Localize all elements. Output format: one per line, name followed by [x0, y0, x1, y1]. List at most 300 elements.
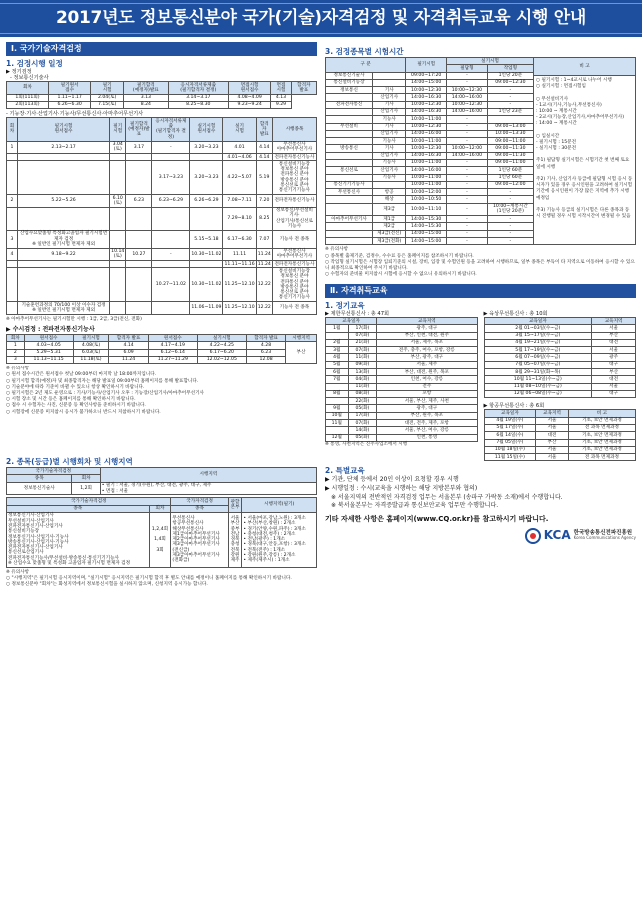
table-row	[7, 161, 317, 195]
edu2-cell: 6월 07~09일(수~금)	[484, 354, 592, 361]
eng-header: 회차	[7, 82, 49, 95]
time-cell: 09:00~12:00	[487, 181, 533, 188]
cert-cell: 11.24	[109, 356, 148, 363]
edu1-cell: 4월	[326, 354, 349, 361]
time-cell: 10:00~10:50	[406, 196, 447, 203]
gen-cell	[126, 302, 152, 315]
table-row	[326, 420, 478, 427]
time-cell: -	[447, 238, 488, 245]
table-row	[484, 446, 636, 453]
gen-cell: 무선통신사 아마추어무선기사	[272, 141, 316, 154]
time-cell: 10:00~11:00	[406, 159, 447, 166]
table-row	[326, 354, 478, 361]
cert-cell: 6.17~6.20	[197, 349, 246, 356]
edu2-cell: 8월 29~31일(화~목)	[484, 369, 592, 376]
time-header: 필기시험	[406, 58, 447, 73]
table-row	[326, 167, 534, 174]
gen-cell: 10.30~11.02	[190, 268, 223, 302]
table-row	[7, 207, 317, 230]
time-cell	[326, 159, 373, 166]
gen-cell	[152, 230, 190, 248]
time-cell: 정보통신기술사	[326, 72, 373, 79]
time-cell: 09:00~13:00	[487, 123, 533, 130]
right-column	[325, 37, 636, 588]
reg2-subheader: 회차	[149, 505, 171, 512]
time-cell: 무선통신사	[326, 189, 373, 196]
cert-header: 필기시험	[73, 335, 109, 342]
gen-header: 회차	[7, 118, 18, 141]
exam-time-note: ※ 유의사항 ○ 종목별 출제기준, 검정수, 수수료 등은 홈페이지를 참조하시기 바랍니다. ○ 작업형 실기시험은 시험장 입퇴기준의 시설, 장비, 입장 및 수험인원 등을 고려하여 시행하므로, 일부 종목은 부득이 타 지역으로 이동하여 응시할 수 있으니 최종적으로 확인하여 주시기 바랍니다. ○ 수험자의 준비물 미지참시 시험에 응시할 수 없으니 유의하시기 바랍니다.	[325, 247, 635, 278]
cert-cell: 11.13~11.15	[24, 356, 73, 363]
time-cell: -	[447, 181, 488, 188]
edu3-cell: 11월 15일(수)	[484, 454, 536, 461]
gen-cell: 6.23	[126, 195, 152, 208]
table-row	[326, 116, 534, 123]
edu1-cell: 8월	[326, 390, 349, 397]
time-cell	[326, 174, 373, 181]
special-edu-heading: 2. 특별교육	[325, 466, 365, 476]
edu1-cell: 10월	[326, 412, 349, 419]
edu2-cell: 11월 08~10일(수~금)	[484, 383, 592, 390]
time-cell	[326, 152, 373, 159]
gen-cell: 10.27	[126, 248, 152, 261]
edu1-cell: 11월	[326, 420, 349, 427]
table-row	[484, 332, 636, 339]
gen-cell	[110, 302, 126, 315]
gen-cell: 10.30~11.02	[190, 248, 223, 261]
time-cell: 10:00~12:30	[447, 87, 488, 94]
gen-header: 필기 시험	[110, 118, 126, 141]
gen-cell	[110, 154, 126, 161]
time-cell: -	[447, 230, 488, 237]
edu3-cell: 4월 19일(수)	[484, 417, 536, 424]
time-cell: 14:00~15:30	[406, 223, 447, 230]
edu3-cell: 기초, 보안 면제과정	[568, 446, 635, 453]
gen-cell	[110, 268, 126, 302]
gen-cell	[152, 261, 190, 268]
cert-cell: 6.09	[109, 349, 148, 356]
table-row	[7, 302, 317, 315]
table-row	[484, 383, 636, 390]
edu1-note: ※ 통영, 사천지역은 진주사업소에서 시행	[325, 441, 408, 447]
gen-cell: 기술훈련과정의 70/100 이상 이수자 검정 ※ 일반인 필기시험 면제자 제외	[17, 302, 109, 315]
edu1-cell	[326, 427, 349, 434]
cert-cell: 1	[7, 342, 25, 349]
time-cell	[326, 138, 373, 145]
edu3-cell: 기초, 보안 면제과정	[568, 439, 635, 446]
edu1-cell: 부산, 인천, 대전, 원주	[377, 332, 477, 339]
time-cell: 09:00~17:20	[406, 72, 447, 79]
table-row	[326, 361, 478, 368]
time-cell: -	[447, 123, 488, 130]
cert-cell: 2	[7, 349, 25, 356]
org-name: 한국방송통신전파진흥원	[573, 529, 633, 536]
cert-cell: 6.12~6.14	[148, 349, 197, 356]
edu2-cell: 3월 15~17일(수~금)	[484, 332, 592, 339]
org-name-en: Korea Communications Agency	[573, 535, 636, 541]
gen-cell: 산업수요맞춤형 특성화고졸업자 필기시험면제자 검정 ※ 일반인 필기시험 면제자 제외	[17, 230, 109, 248]
cert-header: 원서접수	[24, 335, 73, 342]
time-cell: 통신선로	[326, 167, 373, 174]
reg1-subheader: 회차	[72, 475, 100, 482]
cert-cell: 3	[7, 356, 25, 363]
gen-cell: 3	[7, 230, 18, 248]
gen-cell: 4.01	[223, 141, 256, 154]
edu3-cell: 5월 17일(수)	[484, 424, 536, 431]
time-cell	[487, 116, 533, 123]
reg2-hq: 서울 부산 중부 전남 경북 충청 전북 강원 제주	[228, 512, 242, 567]
time-cell: -	[487, 189, 533, 196]
eng-cell: 4.08~4.09	[229, 94, 271, 101]
gen-cell: 7.08~7.11	[223, 195, 256, 208]
gen-cell: 6.26~6.29	[190, 195, 223, 208]
time-cell: -	[487, 101, 533, 108]
time-cell: 10:00~12:00	[406, 189, 447, 196]
time-cell: 14:00~15:30	[406, 216, 447, 223]
gen-cell: 전파전자통신기능사	[272, 261, 316, 268]
time-cell: -	[487, 94, 533, 101]
time-cell: -	[447, 189, 488, 196]
table-row	[7, 268, 317, 302]
reg2-header: 관할 본부	[228, 498, 242, 513]
table-row	[326, 72, 534, 79]
edu1-cell: 인천, 통영	[377, 434, 477, 441]
edu1-label: ▶ 제한무선통신사 : 총 47회	[325, 310, 390, 317]
edu1-cell: 3월	[326, 347, 349, 354]
time-cell	[326, 203, 373, 216]
edu1-cell: 부산, 광주, 대구	[377, 354, 477, 361]
time-cell	[373, 72, 406, 79]
eng-cell: 8.24	[124, 101, 168, 108]
edu1-cell: 전주	[377, 383, 477, 390]
gen-cell: 11.06~11.09	[190, 302, 223, 315]
time-cell: 09:00~11:00	[487, 138, 533, 145]
edu3-cell: 전 과목 면제과정	[568, 454, 635, 461]
cert-schedule-table	[6, 334, 317, 364]
edu3-header: 교육일자	[484, 410, 536, 417]
regular-exam-label: ▶ 정기검정	[6, 68, 32, 75]
reg1-subheader: 종목	[7, 475, 72, 482]
cert-cell: 11.18(토)	[73, 356, 109, 363]
gen-cell: 전파전자통신기능사	[272, 154, 316, 161]
gen-cell: 6.23~6.29	[152, 195, 190, 208]
time-cell: -	[487, 230, 533, 237]
gen-cell: 기능사 전 종목	[272, 302, 316, 315]
time-cell: 1인당 20분	[487, 72, 533, 79]
table-row	[326, 339, 478, 346]
time-cell: 통신기기기능사	[326, 181, 373, 188]
engineer-schedule-table	[6, 81, 317, 109]
gen-cell: 8.25	[256, 207, 272, 230]
time-cell: 14:00~16:30	[406, 94, 447, 101]
edu1-cell: 서울, 부산, 여수, 강릉	[377, 427, 477, 434]
edu1-cell: 05(화)	[348, 434, 377, 441]
time-cell: 산업기사	[373, 130, 406, 137]
gen-cell: 전파전자통신기능사	[272, 195, 316, 208]
gen-cell	[126, 261, 152, 268]
reg2-subheader: 종목	[7, 505, 150, 512]
edu1-cell: 광주, 대구	[377, 325, 477, 332]
edu1-cell: 17(화)	[348, 325, 377, 332]
time-cell: 방송통신	[326, 145, 373, 152]
gen-cell	[152, 207, 190, 230]
table-row	[326, 189, 534, 196]
edu2-cell: 대전	[592, 376, 636, 383]
edu3-cell: 서울	[536, 424, 569, 431]
edu2-header: 교육지역	[592, 318, 636, 325]
gen-header: 시행종목	[272, 118, 316, 141]
gen-cell: 11.24	[257, 261, 271, 267]
eng-header: 필기원서 접수	[48, 82, 90, 95]
cert-cell: 12.02~12.05	[197, 356, 246, 363]
region-note: ※ 유의사항 ○ "시행지역"은 필기시험 응시지역이며, "실기시험" 응시지역은 필기시험 합격 후 별도 안내를 예정이니 홈페이지를 통해 확인하시기 바랍니다. ○ 정보통신분야 "회차"는 화성지역에서 정보통신시험을 실시하지 않으며, 신청지역 응시가능 합니다.	[6, 569, 292, 588]
table-row	[484, 347, 636, 354]
cert-cell: 5.29~5.31	[24, 349, 73, 356]
reg2-national: 무선통신사 항공무선통신사 해상무선통신사 제1급아마추어무선기사 제2급아마추어무선기사 제3급아마추어무선기사 (전신급) 제3급아마추어무선기사 (전화급)	[171, 512, 228, 567]
time-cell: -	[447, 79, 488, 86]
edu1-cell: 14(화)	[348, 427, 377, 434]
edu2-cell: 부산	[592, 369, 636, 376]
gen-cell: 4.14	[256, 141, 272, 154]
table-row	[484, 454, 636, 461]
time-cell: 1인당 60분	[487, 167, 533, 174]
time-header: 구 분	[326, 58, 406, 73]
edu2-header: 교육일자	[484, 318, 592, 325]
reg1-cell: • 필기 : 서울, 경기(수원), 부산, 대전, 광주, 대구, 제주 • 면접 : 서울	[100, 482, 316, 495]
gen-cell	[110, 161, 126, 195]
page-title: 2017년도 정보통신분야 국가(기술)자격검정 및 자격취득교육 시행 안내	[0, 0, 642, 37]
table-row	[7, 101, 317, 108]
reg1-header: 국가기술자격검정	[7, 468, 101, 475]
gen-cell: 2	[7, 195, 18, 208]
gen-cell	[126, 268, 152, 302]
time-cell: 제2급	[373, 223, 406, 230]
edu1-cell: 22(화)	[348, 398, 377, 405]
edu2-cell: 대구	[592, 390, 636, 397]
edu1-cell: 05(화)	[348, 405, 377, 412]
table-row	[326, 203, 534, 216]
time-cell: -	[447, 116, 488, 123]
gen-cell	[7, 268, 18, 302]
eng-header: 면접시험 원서접수	[229, 82, 271, 95]
edu1-cell: 5월	[326, 361, 349, 368]
gen-cell	[190, 154, 223, 161]
time-cell: 10:00~11:00	[406, 181, 447, 188]
gen-cell: 12.22	[256, 268, 272, 302]
eng-header: 면접 시험	[271, 82, 291, 95]
gen-cell: 4.14	[256, 154, 272, 161]
gen-cell: 통신설비기능장 정보통신 분야 전파통신 분야 방송통신 분야 통신선로 분야 통신기기기능사	[272, 161, 316, 195]
table-row	[326, 79, 534, 86]
reg2-items: 정보통신기사·산업기사 무선설비기사·산업기사 전파전자통신기사·산업기사 통신설비기능장 정보통신기사·산업기사·기능사 방송통신기사·산업기사·기능사 전파전자통신기사·산업기사 통신선로산업기사 전파전자통신기능사/무선설비·방송통신·통신기기기능사 ※ 산업수요 맞춤형 및 특성화 고졸업자 필기시험 면제자 검정	[7, 512, 150, 567]
gen-header: 필기시험 원서접수	[17, 118, 109, 141]
edu2-cell: 광주	[592, 354, 636, 361]
edu3-header: 교육지역	[536, 410, 569, 417]
reg2-header: 시행지역(필기)	[242, 498, 317, 513]
eng-cell: 1.11~1.17	[48, 94, 90, 101]
table-row	[7, 356, 317, 363]
special-line-3: ※ 서울지역의 전반적인 자격검정 업무는 서울본부 (송파구 가락동 소재)에서 수행합니다.	[331, 493, 563, 501]
gen-cell: 9.18~9.22	[17, 248, 109, 261]
left-column	[6, 37, 317, 588]
time-cell: 14:00~16:00	[406, 130, 447, 137]
edu1-cell: 07(화)	[348, 332, 377, 339]
eng-header: 응시자격서류제출 (필기합격자 결정)	[168, 82, 228, 95]
time-cell: 14:00~15:00	[406, 238, 447, 245]
edu2-cell: 부산	[592, 332, 636, 339]
edu1-header: 교육지역	[377, 318, 477, 325]
time-cell: 제3급(전화)	[373, 238, 406, 245]
gen-cell: 2.13~2.17	[17, 141, 109, 154]
edu1-cell: 09(화)	[348, 361, 377, 368]
time-cell: 10:00~12:30	[447, 101, 488, 108]
time-cell: -	[487, 238, 533, 245]
special-line-4: ※ 북서울본부는 자격증발급과 통신보안교육 업무만 수행합니다.	[331, 502, 499, 510]
edu2-cell: 10월 11~13일(수~금)	[484, 376, 592, 383]
gen-header: 합격자 발표	[256, 118, 272, 141]
time-cell: 14:00~16:30	[406, 152, 447, 159]
time-cell: -	[447, 167, 488, 174]
edu1-cell: 2월	[326, 339, 349, 346]
edu1-cell: 대전, 전주, 제주, 포항	[377, 420, 477, 427]
eng-header: 필기합격 (예정자)발표	[124, 82, 168, 95]
table-row	[484, 361, 636, 368]
cert-cell: 4.22~4.25	[197, 342, 246, 349]
time-cell: 09:00~12:30	[487, 79, 533, 86]
table-row	[326, 196, 534, 203]
table-row	[326, 94, 534, 101]
edu1-cell: 17(화)	[348, 412, 377, 419]
table-row	[484, 339, 636, 346]
time-cell	[326, 238, 373, 245]
kca-logo-icon	[525, 528, 541, 544]
edu1-cell: 08(화)	[348, 390, 377, 397]
time-cell: 항공	[373, 189, 406, 196]
table-row	[326, 390, 478, 397]
time-cell: 14:00~16:00	[406, 167, 447, 174]
gen-cell: 12.22	[256, 302, 272, 315]
time-cell: 10:00~11:00	[406, 138, 447, 145]
edu3-cell: 대전	[536, 432, 569, 439]
table-row	[484, 432, 636, 439]
gen-header: 실기 시험	[223, 118, 256, 141]
table-row	[326, 145, 534, 152]
edu3-cell: 10월 18일(수)	[484, 446, 536, 453]
time-cell: 10:00~11:00	[406, 116, 447, 123]
table-row	[326, 347, 478, 354]
gen-header: 응시자격서류제출 (필기합격자 결정)	[152, 118, 190, 141]
gen-cell: 3.17~3.23	[152, 161, 190, 195]
table-row	[326, 398, 478, 405]
time-cell: 14:00~15:00	[406, 230, 447, 237]
edu3-cell: 부산	[536, 439, 569, 446]
time-cell: -	[487, 223, 533, 230]
edu1-cell: 6월	[326, 369, 349, 376]
gen-cell: 11.11~11.16	[224, 261, 255, 267]
cert-region: 부산	[286, 342, 317, 364]
region-heading: 2. 종목(등급)별 시행회차 및 시행지역	[6, 457, 133, 467]
time-cell: 10:00~계통시간 (1인당 20분)	[487, 203, 533, 216]
land-radio-table	[484, 317, 637, 398]
cert-header: 회차	[7, 335, 25, 342]
eng-cell: 3.14~3.17	[168, 94, 228, 101]
time-cell: 09:00~11:00	[487, 159, 533, 166]
reg2-header: 국가자격검정	[171, 498, 228, 505]
table-row	[326, 427, 478, 434]
table-row	[326, 108, 534, 115]
gen-cell	[152, 302, 190, 315]
table-row	[7, 248, 317, 261]
table-row	[326, 130, 534, 137]
gen-cell	[7, 161, 18, 195]
time-cell: 10:00~11:10	[406, 203, 447, 216]
cert-header: 합격자 발표	[246, 335, 285, 342]
regular-edu-heading: 1. 정기교육	[325, 300, 365, 310]
edu3-cell: 7월 05일(수)	[484, 439, 536, 446]
table-row	[326, 87, 534, 94]
gen-cell: 4.22~5.07	[223, 161, 256, 195]
edu1-cell: 부산, 대전, 원주, 목포	[377, 369, 477, 376]
edu3-cell: 기초, 보안 면제과정	[568, 432, 635, 439]
eng-cell: 2.04(토)	[91, 94, 124, 101]
eng-cell: 9.29	[271, 101, 291, 108]
table-row	[326, 216, 534, 223]
table-row	[326, 412, 478, 419]
edu1-cell: 07(화)	[348, 347, 377, 354]
time-cell: 10:00~12:30	[406, 87, 447, 94]
time-cell: 제3급	[373, 203, 406, 216]
edu1-cell: 04(화)	[348, 376, 377, 383]
gen-cell: 3.20~3.23	[190, 161, 223, 195]
time-cell: 제3급(전신)	[373, 230, 406, 237]
time-cell: -	[487, 196, 533, 203]
gen-cell: 11.24	[256, 248, 272, 261]
time-cell: -	[487, 87, 533, 94]
edu3-label: ▶ 항공무선통신사 : 총 6회	[483, 403, 545, 410]
time-cell	[326, 94, 373, 101]
gen-cell: 정보통신/무선설비기사· 산업기사/통신선로기능사	[272, 207, 316, 230]
edu2-cell: 서울	[592, 347, 636, 354]
time-cell: 기능사	[373, 138, 406, 145]
gen-cell	[7, 154, 18, 161]
gen-cell	[126, 154, 152, 161]
gen-cell	[110, 230, 126, 248]
edu2-cell: 대구	[592, 361, 636, 368]
eng-cell: 1회(111회)	[7, 94, 49, 101]
eng-header: 합격자 발표	[291, 82, 316, 95]
special-line-2: ▶ 시행일정 : 수시(교육을 시행하는 해당 지방본부와 협의)	[325, 485, 478, 493]
gen-cell: 3.20~3.23	[190, 141, 223, 154]
exam-time-heading: 3. 검정종목별 시험시간	[325, 47, 404, 56]
edu1-cell: 포항	[377, 390, 477, 397]
eng-cell: 6.26~6.30	[48, 101, 90, 108]
time-subheader: 필답형	[447, 65, 488, 72]
time-cell: -	[447, 196, 488, 203]
table-row	[326, 369, 478, 376]
time-cell	[373, 79, 406, 86]
time-cell: 제1급	[373, 216, 406, 223]
gen-cell: 5.15~5.18	[190, 230, 223, 248]
gen-cell	[126, 230, 152, 248]
time-header: 실기시험	[447, 58, 534, 65]
edu1-cell: 전주, 충주, 여수, 포항, 강릉	[377, 347, 477, 354]
gen-cell: 11.11	[223, 248, 256, 261]
gen-cell	[7, 207, 18, 230]
cert-cell: 4.08(토)	[73, 342, 109, 349]
cert-cell: 12.08	[246, 356, 285, 363]
time-cell: 14:00~16:00	[447, 152, 488, 159]
region-table-2	[6, 497, 317, 567]
